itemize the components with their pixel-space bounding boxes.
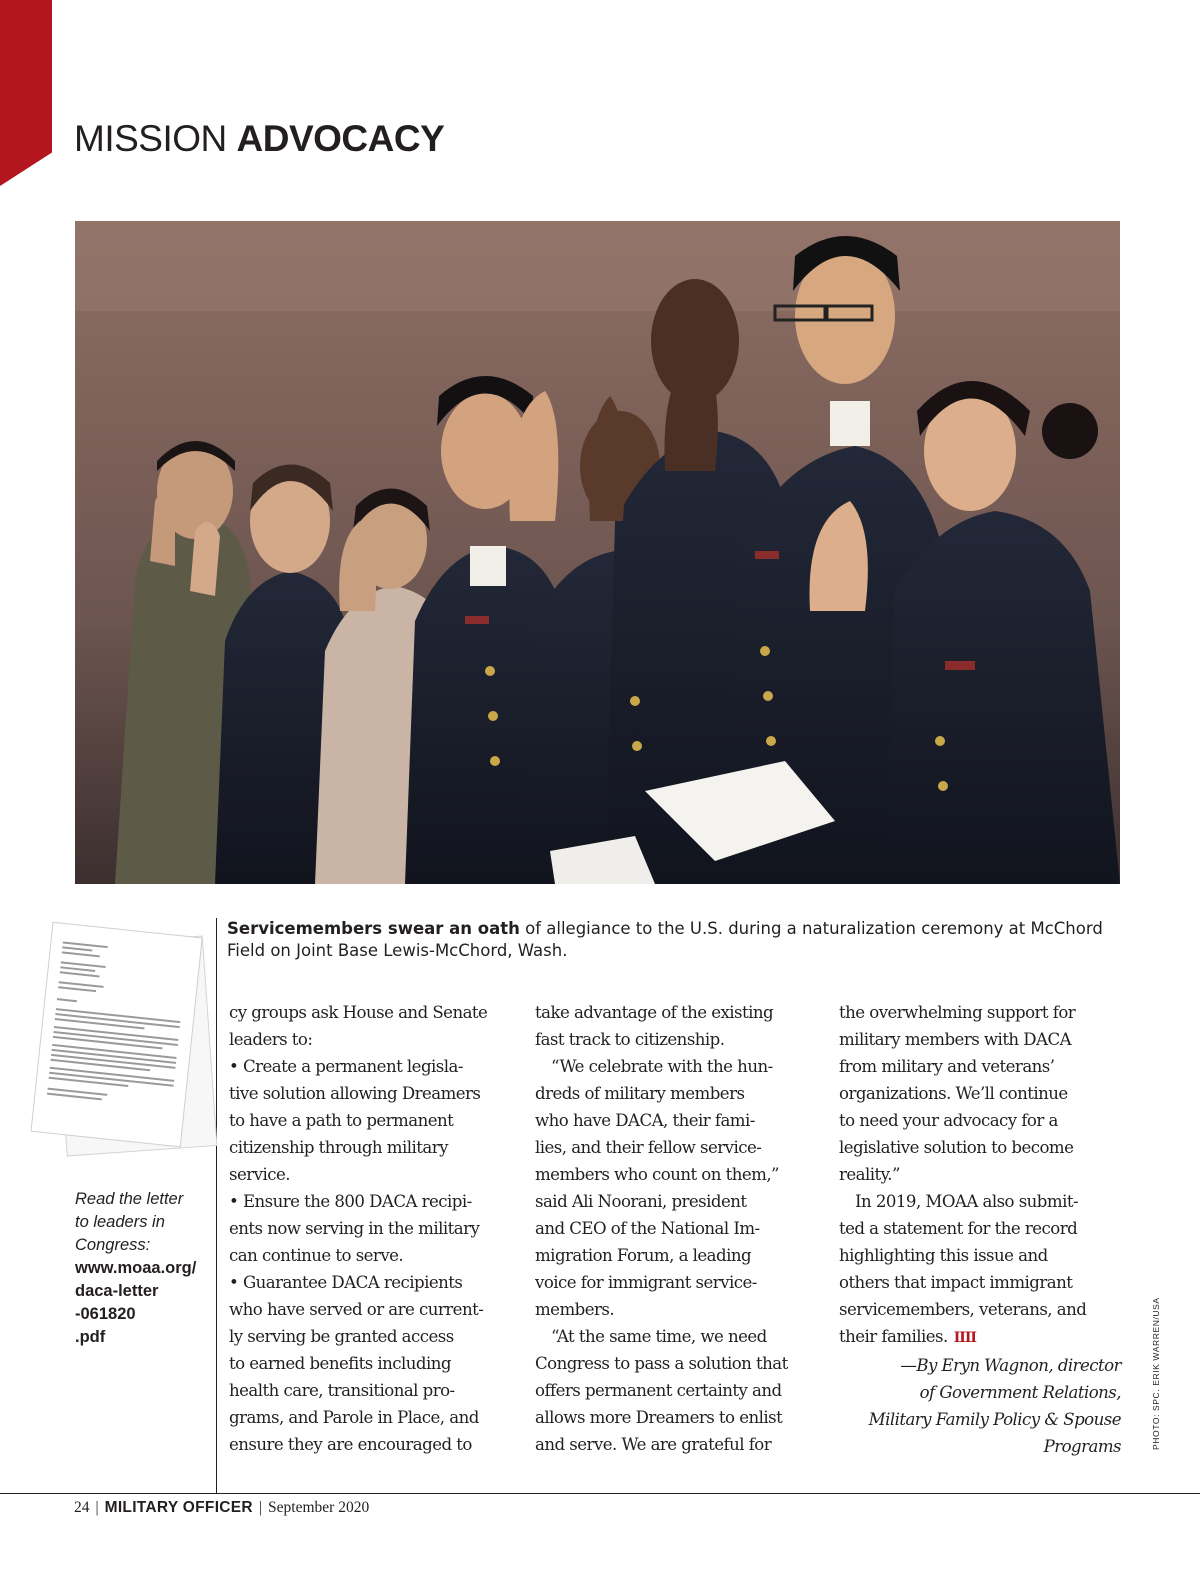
section-title-light: MISSION (74, 118, 237, 159)
text-line: others that impact immigrant (839, 1273, 1073, 1292)
text-line: • Create a permanent legisla- (229, 1057, 463, 1076)
text-line: and serve. We are grateful for (535, 1435, 772, 1454)
sidebar-line-3: Congress: (75, 1236, 151, 1254)
article-column-2 (535, 999, 825, 1458)
text-line: citizenship through military (229, 1138, 448, 1157)
text-line: migration Forum, a leading (535, 1246, 752, 1265)
text-line: • Guarantee DACA recipients (229, 1273, 463, 1292)
text-line: In 2019, MOAA also submit- (839, 1192, 1078, 1211)
sidebar-line-1: Read the letter (75, 1190, 184, 1208)
text-line: grams, and Parole in Place, and (229, 1408, 479, 1427)
text-line: reality.” (839, 1165, 900, 1184)
text-line: “We celebrate with the hun- (535, 1057, 773, 1076)
page-number: 24 (74, 1499, 90, 1516)
magazine-name: MILITARY OFFICER (104, 1499, 253, 1516)
text-line: can continue to serve. (229, 1246, 404, 1265)
byline-line-2: of Government Relations, (919, 1383, 1121, 1402)
text-line: ents now serving in the military (229, 1219, 480, 1238)
text-line: servicemembers, veterans, and (839, 1300, 1087, 1319)
text-line: dreds of military members (535, 1084, 745, 1103)
text-line: members who count on them,” (535, 1165, 779, 1184)
text-line: organizations. We’ll continue (839, 1084, 1068, 1103)
byline-line-1: —By Eryn Wagnon, director (900, 1356, 1121, 1375)
text-line: to need your advocacy for a (839, 1111, 1058, 1130)
text-line: from military and veterans’ (839, 1057, 1055, 1076)
letter-url-part-2[interactable]: daca-letter (75, 1282, 159, 1300)
text-line: leaders to: (229, 1030, 313, 1049)
letter-url-part-3[interactable]: -061820 (75, 1305, 136, 1323)
text-line: service. (229, 1165, 290, 1184)
sidebar-line-2: to leaders in (75, 1213, 165, 1231)
section-title (74, 118, 444, 160)
text-line: ted a statement for the record (839, 1219, 1078, 1238)
caption-rest: of allegiance to the U.S. during a naturalization ceremony at McChord Field on Joint Base Lewis-McChord, Wash. (227, 919, 1103, 960)
photo-caption (227, 918, 1122, 962)
end-mark-icon: IIII (953, 1330, 976, 1346)
text-line: fast track to citizenship. (535, 1030, 725, 1049)
text-line: cy groups ask House and Senate (229, 1003, 488, 1022)
text-line: Congress to pass a solution that (535, 1354, 788, 1373)
sidebar-read-letter (75, 1188, 215, 1349)
text-line: “At the same time, we need (535, 1327, 767, 1346)
text-line (839, 1323, 1121, 1352)
text-line: said Ali Noorani, president (535, 1192, 747, 1211)
letter-url-part-1[interactable]: www.moaa.org/ (75, 1259, 197, 1277)
text-line: highlighting this issue and (839, 1246, 1048, 1265)
text-line: tive solution allowing Dreamers (229, 1084, 481, 1103)
byline-line-3: Military Family Policy & Spouse (868, 1410, 1121, 1429)
section-title-bold: ADVOCACY (236, 118, 445, 159)
text-line: who have served or are current- (229, 1300, 484, 1319)
text-line-last: their families. (839, 1327, 948, 1346)
footer-rule (0, 1493, 1200, 1494)
text-line: health care, transitional pro- (229, 1381, 455, 1400)
letter-url-part-4[interactable]: .pdf (75, 1328, 106, 1346)
text-line: • Ensure the 800 DACA recipi- (229, 1192, 472, 1211)
text-line: lies, and their fellow service- (535, 1138, 762, 1157)
ceremony-photo-illustration (75, 221, 1120, 884)
text-line: who have DACA, their fami- (535, 1111, 755, 1130)
issue-date: September 2020 (268, 1499, 370, 1516)
ceremony-photo (75, 221, 1120, 884)
photo-credit: PHOTO: SPC. ERIK WARREN/USA (1151, 1297, 1161, 1450)
text-line: voice for immigrant service- (535, 1273, 757, 1292)
caption-lead: Servicemembers swear an oath (227, 919, 520, 938)
text-line: the overwhelming support for (839, 1003, 1076, 1022)
text-line: members. (535, 1300, 615, 1319)
text-line: ly serving be granted access (229, 1327, 454, 1346)
byline-line-4: Programs (1043, 1437, 1121, 1456)
article-column-1 (229, 999, 519, 1458)
text-line: allows more Dreamers to enlist (535, 1408, 783, 1427)
page-footer (74, 1496, 369, 1520)
footer-separator: | (258, 1499, 263, 1516)
text-line: ensure they are encouraged to (229, 1435, 472, 1454)
text-line: take advantage of the existing (535, 1003, 774, 1022)
red-corner-tab (0, 0, 52, 186)
text-line: and CEO of the National Im- (535, 1219, 760, 1238)
text-line: legislative solution to become (839, 1138, 1074, 1157)
text-line: military members with DACA (839, 1030, 1072, 1049)
text-line: offers permanent certainty and (535, 1381, 782, 1400)
text-line: to have a path to permanent (229, 1111, 454, 1130)
letter-thumbnail[interactable] (20, 920, 220, 1180)
footer-separator: | (95, 1499, 99, 1516)
article-column-3 (839, 999, 1121, 1460)
text-line: to earned benefits including (229, 1354, 451, 1373)
